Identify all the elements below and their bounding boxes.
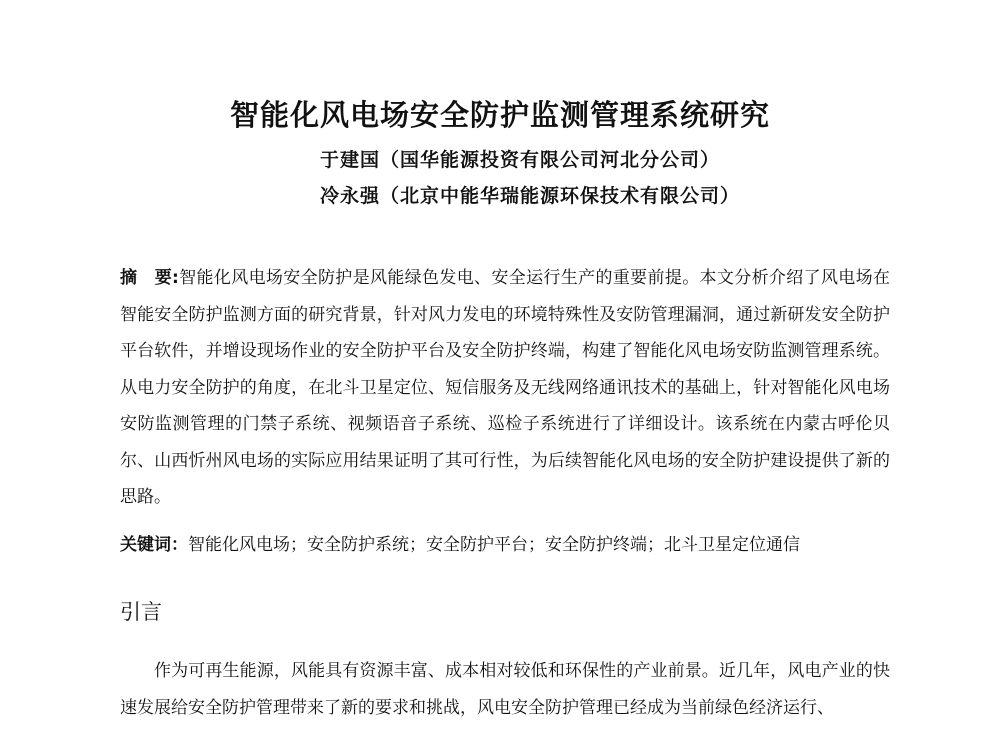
keywords-label: 关键词： — [120, 535, 188, 555]
abstract-text: 智能化风电场安全防护是风能绿色发电、安全运行生产的重要前提。本文分析介绍了风电场在智能安全防护监测方面的研究背景，针对风力发电的环境特殊性及安防管理漏洞，通过新研发安全防护平台软件，并增设现场作业的安全防护平台及安全防护终端，构建了智能化风电场安防监测管理系统。从电力安全防护的角度，在北斗卫星定位、短信服务及无线网络通讯技术的基础上，针对智能化风电场安防监测管理的门禁子系统、视频语音子系统、巡检子系统进行了详细设计。该系统在内蒙古呼伦贝尔、山西忻州风电场的实际应用结果证明了其可行性，为后续智能化风电场的安全防护建设提供了新的思路。 — [120, 268, 890, 507]
author-line-2: 冷永强（北京中能华瑞能源环保技术有限公司） — [320, 185, 741, 207]
body-paragraph: 作为可再生能源，风能具有资源丰富、成本相对较低和环保性的产业前景。近几年，风电产业的快速发展给安全防护管理带来了新的要求和挑战，风电安全防护管理已经成为当前绿色经济运行、 — [120, 661, 890, 718]
abstract-label: 摘 要: — [120, 268, 179, 288]
section-heading-introduction: 引言 — [120, 600, 162, 624]
abstract — [120, 260, 890, 516]
keywords — [120, 532, 890, 558]
author-line-1: 于建国（国华能源投资有限公司河北分公司） — [320, 149, 721, 171]
paper-title: 智能化风电场安全防护监测管理系统研究 — [229, 98, 770, 132]
keywords-text: 智能化风电场；安全防护系统；安全防护平台；安全防护终端；北斗卫星定位通信 — [188, 535, 800, 555]
